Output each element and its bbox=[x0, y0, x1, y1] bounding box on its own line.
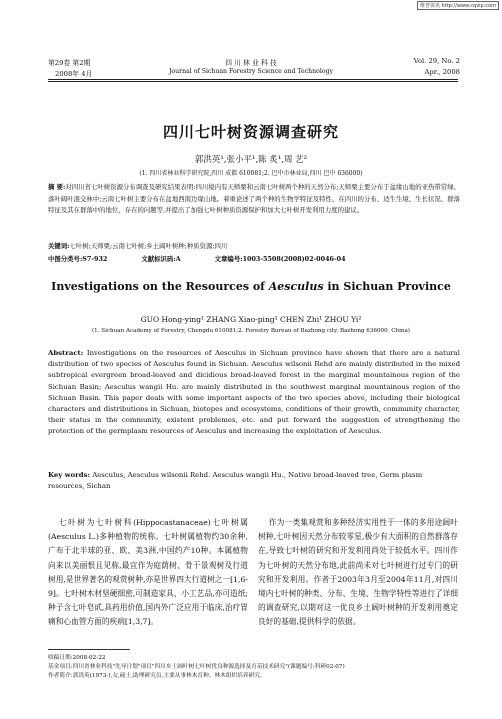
abstract-en-text: Investigations on the resources of Aesculus in Sichuan province have shown that there are a natural distribution of two species of Aesculus found in Sichuan. Aesculus wilsonii Rehd are mainly distributed in the mixed subtropical evergreen broad-leaved and dicidious broad-leaved forest in the marginal mountainous region of the Sichuan Basin; Aesculus wangii Hu. are mainly distributed in the southwest marginal mountainous region of the Sichuan Basin. This paper deals with some important aspects of the two species above, including their biological characters and distributions in Sichuan, biotopes and ecosystems, conditions of their growth, community character, their status in the community, existent problemes, etc. and put forward the suggestion of strengthening the protection of the germplasm resources of Aesculus and increasing the exploitation of Aesculus. bbox=[48, 349, 460, 436]
paper-title-en bbox=[0, 280, 502, 293]
abstract-cn bbox=[48, 182, 460, 217]
date-en: Apr., 2008 bbox=[424, 68, 460, 76]
abstract-en-label: Abstract: bbox=[48, 349, 84, 357]
abstract-cn-text: 对四川省七叶树资源分布调查及研究结果表明:四川境内有天师栗和云南七叶树两个种的天然分布;天师栗主要分布于盆缘山地的亚热带常绿、落叶阔叶混交林中;云南七叶树主要分布在盆地西南边缘山地。着重论述了两个种的生物学特征及特性、在四川的分布、适生生境、生长状况、群落特征及其在群落中的地位、存在的问题等,并提出了加强七叶树种质资源保护和加大七叶树开发利用力度的建议。 bbox=[48, 183, 460, 214]
paper-title: 四川七叶树资源调查研究 bbox=[162, 123, 339, 141]
keywords-en-label: Key words: bbox=[48, 471, 91, 479]
authors: 郭洪英¹,张小平¹,陈 炙¹,周 艺² bbox=[194, 155, 308, 165]
body-column-left: 七叶树为七叶树科(Hippocastanaceae)七叶树属(Aesculus L.)多种植物的统称。七叶树属植物约30余种,广布于北半球的亚、欧、美3洲,中国约产10种。本属植物向来以美丽恨且见称,最宜作为庭荫树、骨干景观树及行道树用,是世界著名的观赏树种,亦是世界四大行道树之一[1,6-9]。七叶树木材坚硬细密,可制造家具、小工艺品,亦可造纸;种子含七叶皂甙,具药用价值,国内外广泛应用于临床,治疗胃痛和心血管方面的疾病[1,3,7]。 bbox=[48, 518, 248, 627]
doc-code: 文献标识码:A bbox=[141, 255, 181, 263]
title-en-italic: Aesculus bbox=[268, 280, 324, 293]
keywords-cn bbox=[48, 241, 460, 250]
footnote-received: 收稿日期:2008-02-22 bbox=[48, 655, 106, 661]
title-en-pre: Investigations on the Resources of bbox=[51, 280, 269, 293]
keywords-cn-label: 关键词: bbox=[48, 242, 70, 250]
journal-name-en: Journal of Sichuan Forestry Science and Technology bbox=[168, 68, 334, 75]
keywords-en bbox=[48, 470, 460, 492]
abstract-cn-label: 摘 要: bbox=[48, 183, 66, 191]
footnote-author: 作者简介:郭洪英(1973-),女,硕士,助理研究员,主要从事林木育种、林木组织培养研究。 bbox=[48, 673, 266, 679]
classification-line bbox=[48, 254, 460, 263]
clc-number: 中图分类号:S7-932 bbox=[48, 255, 108, 263]
keywords-en-text: Aesculus, Aesculus wilsonii Rehd. Aesculus wangii Hu., Native broad-leaved tree, Germ plasm resources, Sichan bbox=[48, 471, 423, 491]
watermark-stamp: 维普资讯 http://www.cqvip.com bbox=[417, 1, 499, 10]
authors-en: GUO Hong-ying¹ ZHANG Xiao-ping¹ CHEN Zhi¹ ZHOU Yi² bbox=[140, 315, 362, 324]
header-rule bbox=[48, 79, 458, 80]
keywords-cn-text: 七叶树;天师栗;云南七叶树;乡土阔叶树种;种质资源;四川 bbox=[69, 242, 228, 250]
title-en-post: in Sichuan Province bbox=[323, 280, 451, 293]
footnote-rule bbox=[48, 649, 130, 650]
volume-cn: 第29卷 第2期 bbox=[48, 59, 91, 67]
article-number: 文章编号:1003-5508(2008)02-0046-04 bbox=[214, 255, 346, 263]
footnote-funding: 基金项目:四川省林业科技"先导计划"项目"四川乡土阔叶树七叶树优良种源选择及育苗技术研究"(课题编号:科研02-07) bbox=[48, 664, 345, 670]
affiliation-en: (1. Sichuan Academy of Forestry, Chengdu 610081;2. Forestry Bureau of Bazhong city, Bazhong 636000, China) bbox=[92, 328, 410, 334]
journal-name-cn: 四 川 林 业 科 技 bbox=[225, 59, 277, 67]
header-rule-2 bbox=[48, 81, 458, 82]
body-column-right: 作为一类集观赏和多种经济实用性于一体的多用途阔叶树种,七叶树因天然分布较零星,极少有大面积的自然群落存在,导致七叶树的研究和开发利用尚处于较低水平。四川作为七叶树的天然分布地,此前尚未对七叶树进行过专门的研究和开发利用。作者于2003年3月至2004年11月,对四川境内七叶树的种类、分布、生境、生物学特性等进行了详细的调查研究,以期对这一优良乡土阔叶树种的开发利用奠定良好的基础,提供科学的依据。 bbox=[258, 518, 458, 627]
abstract-en bbox=[48, 348, 460, 438]
affiliation: (1. 四川省林业科学研究院,四川 成都 610081;2. 巴中市林业局,四川 巴中 636000) bbox=[139, 170, 363, 177]
date-cn: 2008年 4月 bbox=[55, 70, 93, 78]
volume-en: Vol. 29, No. 2 bbox=[413, 57, 460, 65]
